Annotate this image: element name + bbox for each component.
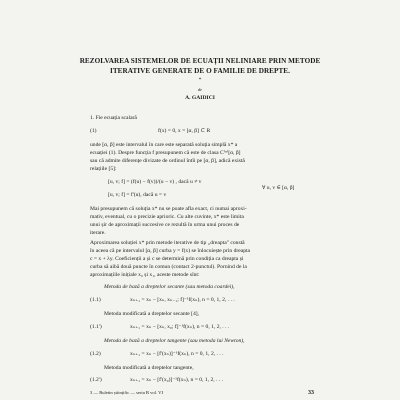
para-3-line-3: c = x + λy. Coeficienții a și c se determină prin condiția ca dreapta și [90,256,244,262]
author-by: de [197,87,203,92]
para-2-line-2: mativ, eventual, cu o precizie aprioric. Cu alte cuvinte, x* este limita [90,214,244,220]
para-1-line-2: ecuației (1). Despre funcția f presupunem că este de clasa C⁽ⁿ⁾[α, β] [90,150,241,156]
eq-1-1-label: (1.1) [90,297,101,303]
divided-difference-line-2: [u, v; f] = f'(u), dacă u = v [108,192,167,198]
eq-1-1p-label: (1.1') [90,324,102,330]
eq-1-2: xₙ₊₁ = xₙ − [f'(xₙ)]⁻¹f(xₙ), n = 0, 1, 2, . . . [130,351,224,357]
divided-difference-domain: ∀ u, v ∈ [α, β] [262,185,295,191]
para-2-line-1: Mai presupunem că soluția x* nu se poate afla exact, ci numai aproxi- [90,206,247,212]
eq-1-label: (1) [90,128,97,134]
eq-1-2-label: (1.2) [90,351,101,357]
page-number: 33 [308,390,314,396]
eq-1-2p: xₙ₊₁ = xₙ − [f'(x₀)]⁻¹f(xₙ), n = 0, 1, 2, . . . [130,377,224,383]
author-name: A. GAIDICI [185,95,215,101]
para-2-line-3: unui șir de aproximații succesive ce rezultă în urma unui proces de [90,222,240,228]
title-line-1: REZOLVAREA SISTEMELOR DE ECUAȚII NELINIARE PRIN METODE [79,57,321,65]
para-1-line-4: relațiile [5]: [90,166,117,172]
section-1-intro: 1. Fie ecuația scalară [90,115,137,121]
method-4-heading: Metoda modificată a dreptelor tangente, [104,365,194,371]
eq-1-2p-label: (1.2') [90,377,102,383]
method-1-heading: Metoda de bază a dreptelor secante (sau metoda coardei), [104,284,235,290]
title-footnote-mark: * [198,77,202,83]
eq-1: f(x) = 0, x = [α, β] ⊂ R [158,128,211,134]
footer-journal: 3 — Buletin științific — seria B vol. VI [90,390,164,395]
para-2-line-4: iterare. [90,230,106,236]
eq-1-1p: xₙ₊₁ = xₙ − [xₙ, x₀; f]⁻¹f(xₙ), n = 0, 1, 2, . . . [130,324,230,330]
title-line-2: ITERATIVE GENERATE DE O FAMILIE DE DREPTE. [109,67,290,75]
divided-difference-line-1: [u, v; f] = (f(u) − f(v))/(u − v) , dacă u ≠ v [108,179,202,185]
method-2-heading: Metoda modificată a dreptelor secante [4], [104,311,200,317]
para-1-line-3: sau că admite diferențe divizate de ordinul întîi pe [α, β], adică există [90,158,245,164]
para-3-line-1: Aproximarea soluției x* prin metode iterative de tip „dreapta" constă [90,240,245,246]
para-3-line-5: aproximațiile inițiale x₀ și x₁, aceste metode sînt: [90,272,200,278]
eq-1-1: xₙ₊₁ = xₙ − [xₙ, xₙ₋₁; f]⁻¹f(xₙ), n = 0, 1, 2, . . . [130,297,235,303]
para-1-line-1: unde [α, β] este intervalul în care este separată soluția simplă x* a [90,142,238,148]
para-3-line-2: în aceea că pe intervalul [α, β] curba y = f(x) se înlocuiește prin dreapta [90,248,251,254]
para-3-line-4: curba să aibă două puncte în comun (contact 2-punctul). Pornind de la [90,264,247,270]
method-3-heading: Metoda de bază a dreptelor tangente (sau metoda lui Newton), [104,338,245,344]
